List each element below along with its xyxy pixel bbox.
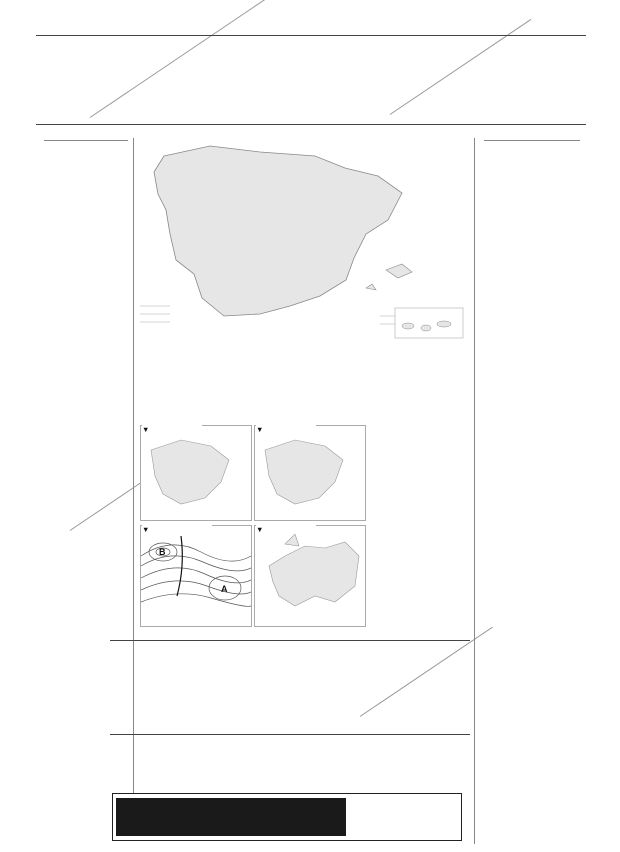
- svg-text:B: B: [159, 547, 166, 557]
- balearic-islands: [386, 264, 412, 278]
- moon-phases: [112, 655, 192, 735]
- forecasts-heading: [44, 140, 128, 141]
- divider: [110, 734, 470, 735]
- map-tomorrow: [140, 425, 252, 521]
- reservoir-chart: [270, 656, 462, 734]
- map-day-after: [254, 425, 366, 521]
- canary-islands: [395, 308, 463, 338]
- tab-europe: ▼: [256, 525, 316, 534]
- isobar-map: [140, 525, 252, 627]
- tab-tomorrow: ▼: [142, 425, 202, 434]
- sun-moon-times: [200, 659, 260, 739]
- europe-map: [254, 525, 366, 627]
- iberian-peninsula: [154, 146, 402, 316]
- column-rule: [474, 138, 475, 844]
- divider: [110, 640, 470, 641]
- divider: [36, 124, 586, 125]
- svg-text:A: A: [221, 584, 228, 594]
- tab-day-after: ▼: [256, 425, 316, 434]
- page-header: [36, 22, 586, 36]
- weather-legend: [140, 376, 466, 420]
- ibiza: [366, 284, 376, 290]
- spain-forecast-map: [140, 138, 466, 340]
- tab-isobars: ▼: [142, 525, 212, 534]
- iberia-advert[interactable]: [112, 793, 462, 841]
- watermark-line: [90, 0, 281, 118]
- ad-phone-block: [116, 798, 346, 836]
- temperatures-heading: [484, 140, 580, 141]
